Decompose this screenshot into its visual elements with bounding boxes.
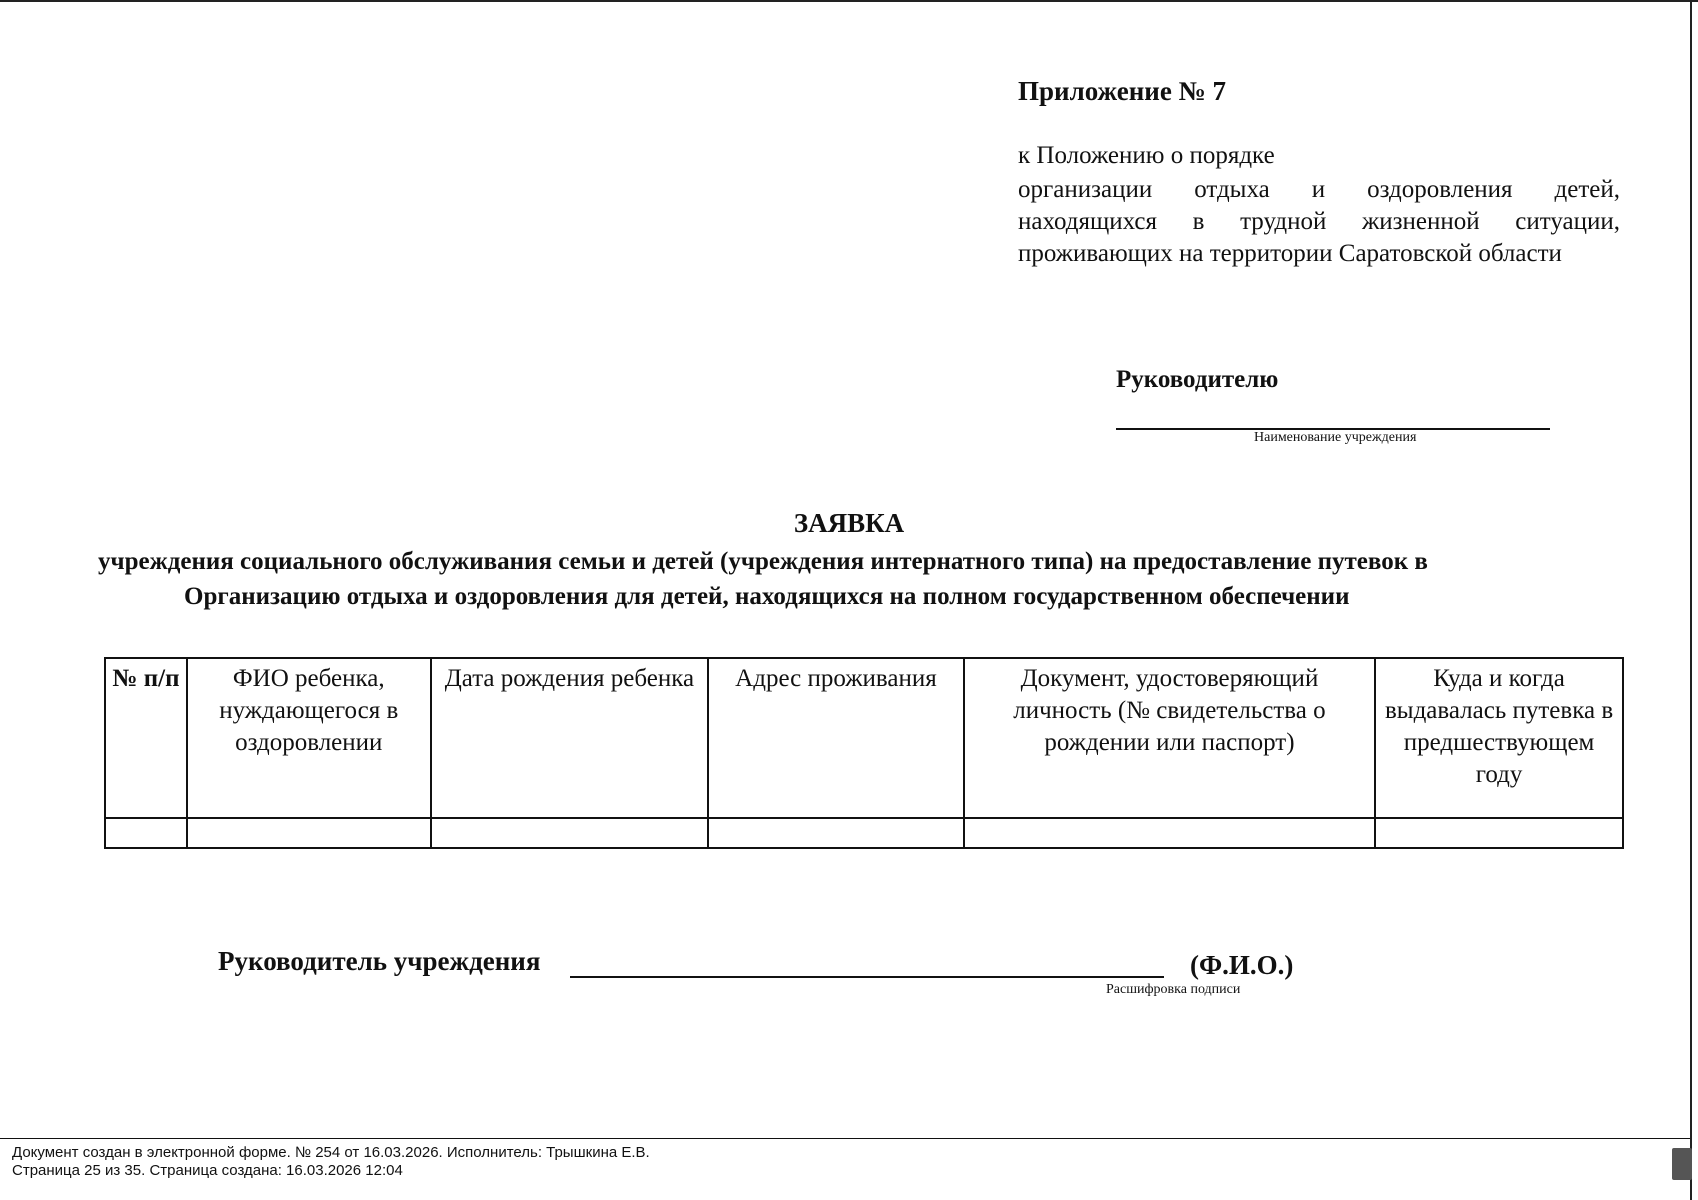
request-table — [104, 657, 1624, 849]
table-header-cell: № п/п — [105, 658, 187, 818]
request-subtitle-line1: учреждения социального обслуживания семьи и детей (учреждения интернатного типа) на предоставление путевок в — [98, 548, 1428, 575]
table-header-row — [105, 658, 1623, 818]
request-subtitle-line2: Организацию отдыха и оздоровления для детей, находящихся на полном государственном обеспечении — [184, 583, 1350, 610]
table-row — [105, 818, 1623, 848]
table-cell — [105, 818, 187, 848]
table-cell — [187, 818, 431, 848]
scan-mark-icon — [1672, 1148, 1692, 1180]
table-header-cell: Дата рождения ребенка — [431, 658, 709, 818]
table-header-cell: ФИО ребенка, нуждающегося в оздоровлении — [187, 658, 431, 818]
appendix-subtitle-line1: к Положению о порядке — [1018, 142, 1275, 169]
footer-page-info: Страница 25 из 35. Страница создана: 16.03.2026 12:04 — [12, 1162, 403, 1179]
table-cell — [964, 818, 1375, 848]
request-title: ЗАЯВКА — [793, 508, 905, 538]
page-top-border — [0, 0, 1698, 2]
signature-caption: Расшифровка подписи — [1106, 982, 1241, 997]
table-header-cell: Документ, удостоверяющий личность (№ свидетельства о рождении или паспорт) — [964, 658, 1375, 818]
signature-fill-line — [570, 976, 1164, 978]
table-header-cell: Куда и когда выдавалась путевка в предшествующем году — [1375, 658, 1623, 818]
appendix-title: Приложение № 7 — [1018, 76, 1226, 106]
table-cell — [708, 818, 964, 848]
table-cell — [431, 818, 709, 848]
table-cell — [1375, 818, 1623, 848]
footer-divider — [0, 1138, 1690, 1139]
signature-label: Руководитель учреждения — [218, 946, 541, 976]
addressee-label: Руководителю — [1116, 366, 1279, 393]
footer-document-info: Документ создан в электронной форме. № 254 от 16.03.2026. Исполнитель: Трышкина Е.В. — [12, 1144, 650, 1161]
signature-fio: (Ф.И.О.) — [1190, 950, 1294, 980]
page-right-border — [1690, 0, 1692, 1200]
appendix-subtitle-rest: организации отдыха и оздоровления детей, находящихся в трудной жизненной ситуации, проживающих на территории Саратовской области — [1018, 176, 1620, 267]
table-header-cell: Адрес проживания — [708, 658, 964, 818]
addressee-caption: Наименование учреждения — [1254, 430, 1417, 445]
